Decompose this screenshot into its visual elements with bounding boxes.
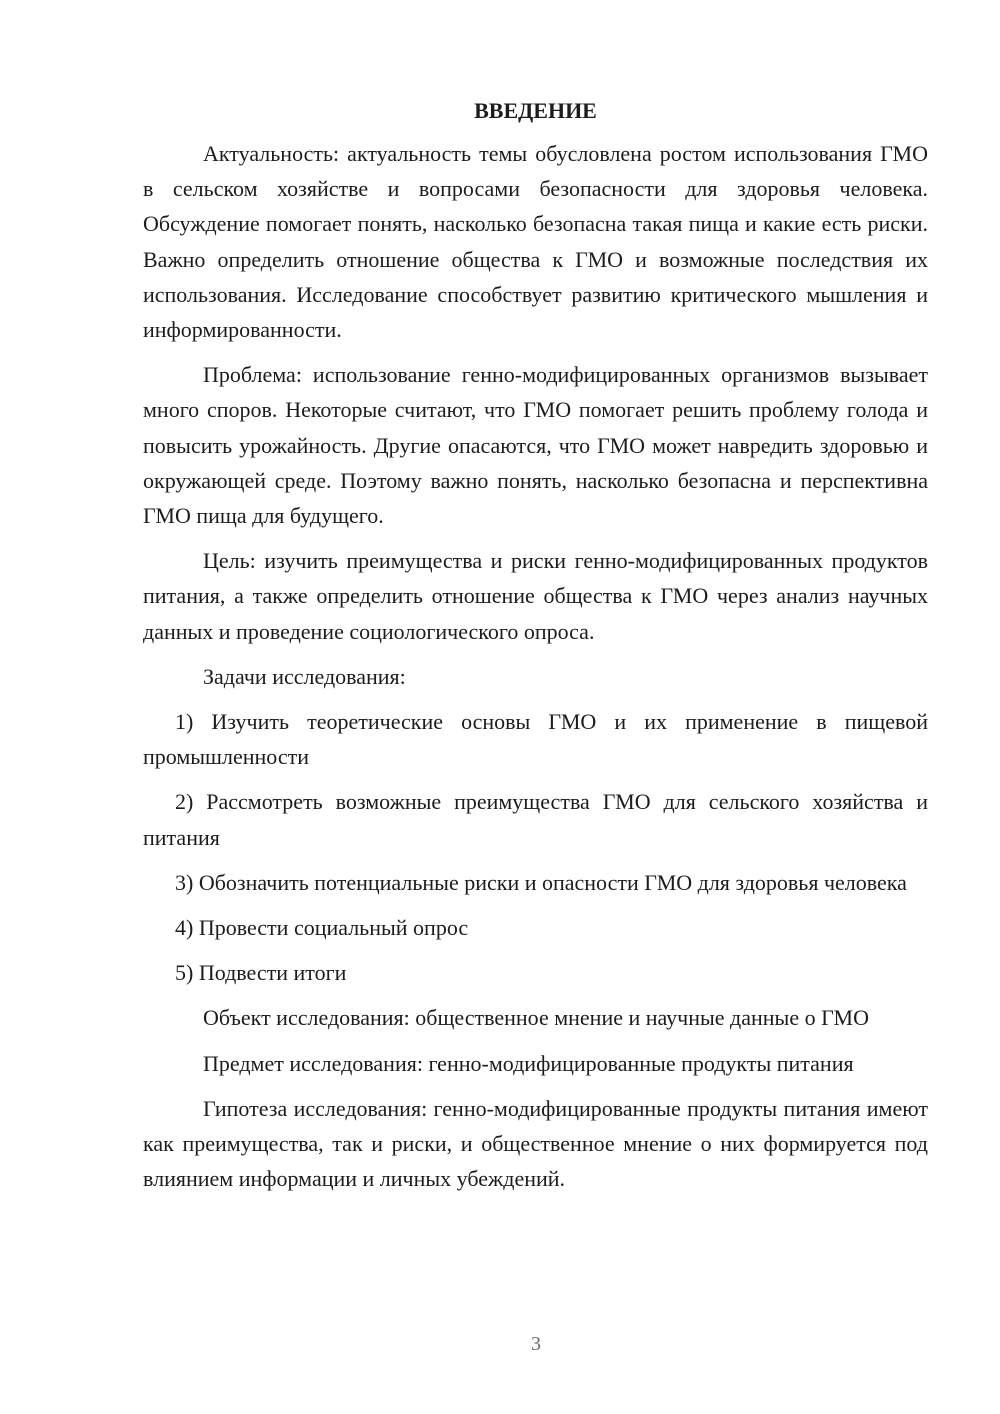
goal-paragraph: Цель: изучить преимущества и риски генно-модифицированных продуктов питания, а также определить отношение общества к ГМО через анализ научных данных и проведение социологического опроса. [143,548,928,644]
task-item: 4) Провести социальный опрос [175,915,469,941]
page-number: 3 [531,1333,541,1355]
object-paragraph: Объект исследования: общественное мнение и научные данные о ГМО [203,1005,869,1031]
task-item: 5) Подвести итоги [175,960,347,986]
problem-paragraph: Проблема: использование генно-модифицированных организмов вызывает много споров. Некоторые считают, что ГМО помогает решить проблему голода и повысить урожайность. Другие опасаются, что ГМО может навредить здоровью и окружающей среде. Поэтому важно понять, насколько безопасна и перспективна ГМО пища для будущего. [143,362,928,529]
subject-paragraph: Предмет исследования: генно-модифицированные продукты питания [203,1050,854,1076]
document-page [143,96,928,1206]
task-item: 1) Изучить теоретические основы ГМО и их применение в пищевой промышленности [143,709,928,770]
section-heading: ВВЕДЕНИЕ [474,98,597,123]
task-item: 2) Рассмотреть возможные преимущества ГМО для сельского хозяйства и питания [143,789,928,850]
tasks-heading: Задачи исследования: [203,663,406,689]
task-item: 3) Обозначить потенциальные риски и опасности ГМО для здоровья человека [175,869,907,895]
hypothesis-paragraph: Гипотеза исследования: генно-модифицированные продукты питания имеют как преимущества, так и риски, и общественное мнение о них формируется под влиянием информации и личных убеждений. [143,1095,928,1192]
relevance-paragraph: Актуальность: актуальность темы обусловлена ростом использования ГМО в сельском хозяйстве и вопросами безопасности для здоровья человека. Обсуждение помогает понять, насколько безопасна такая пища и какие есть риски. Важно определить отношение общества к ГМО и возможные последствия их использования. Исследование способствует развитию критического мышления и информированности. [143,141,928,343]
